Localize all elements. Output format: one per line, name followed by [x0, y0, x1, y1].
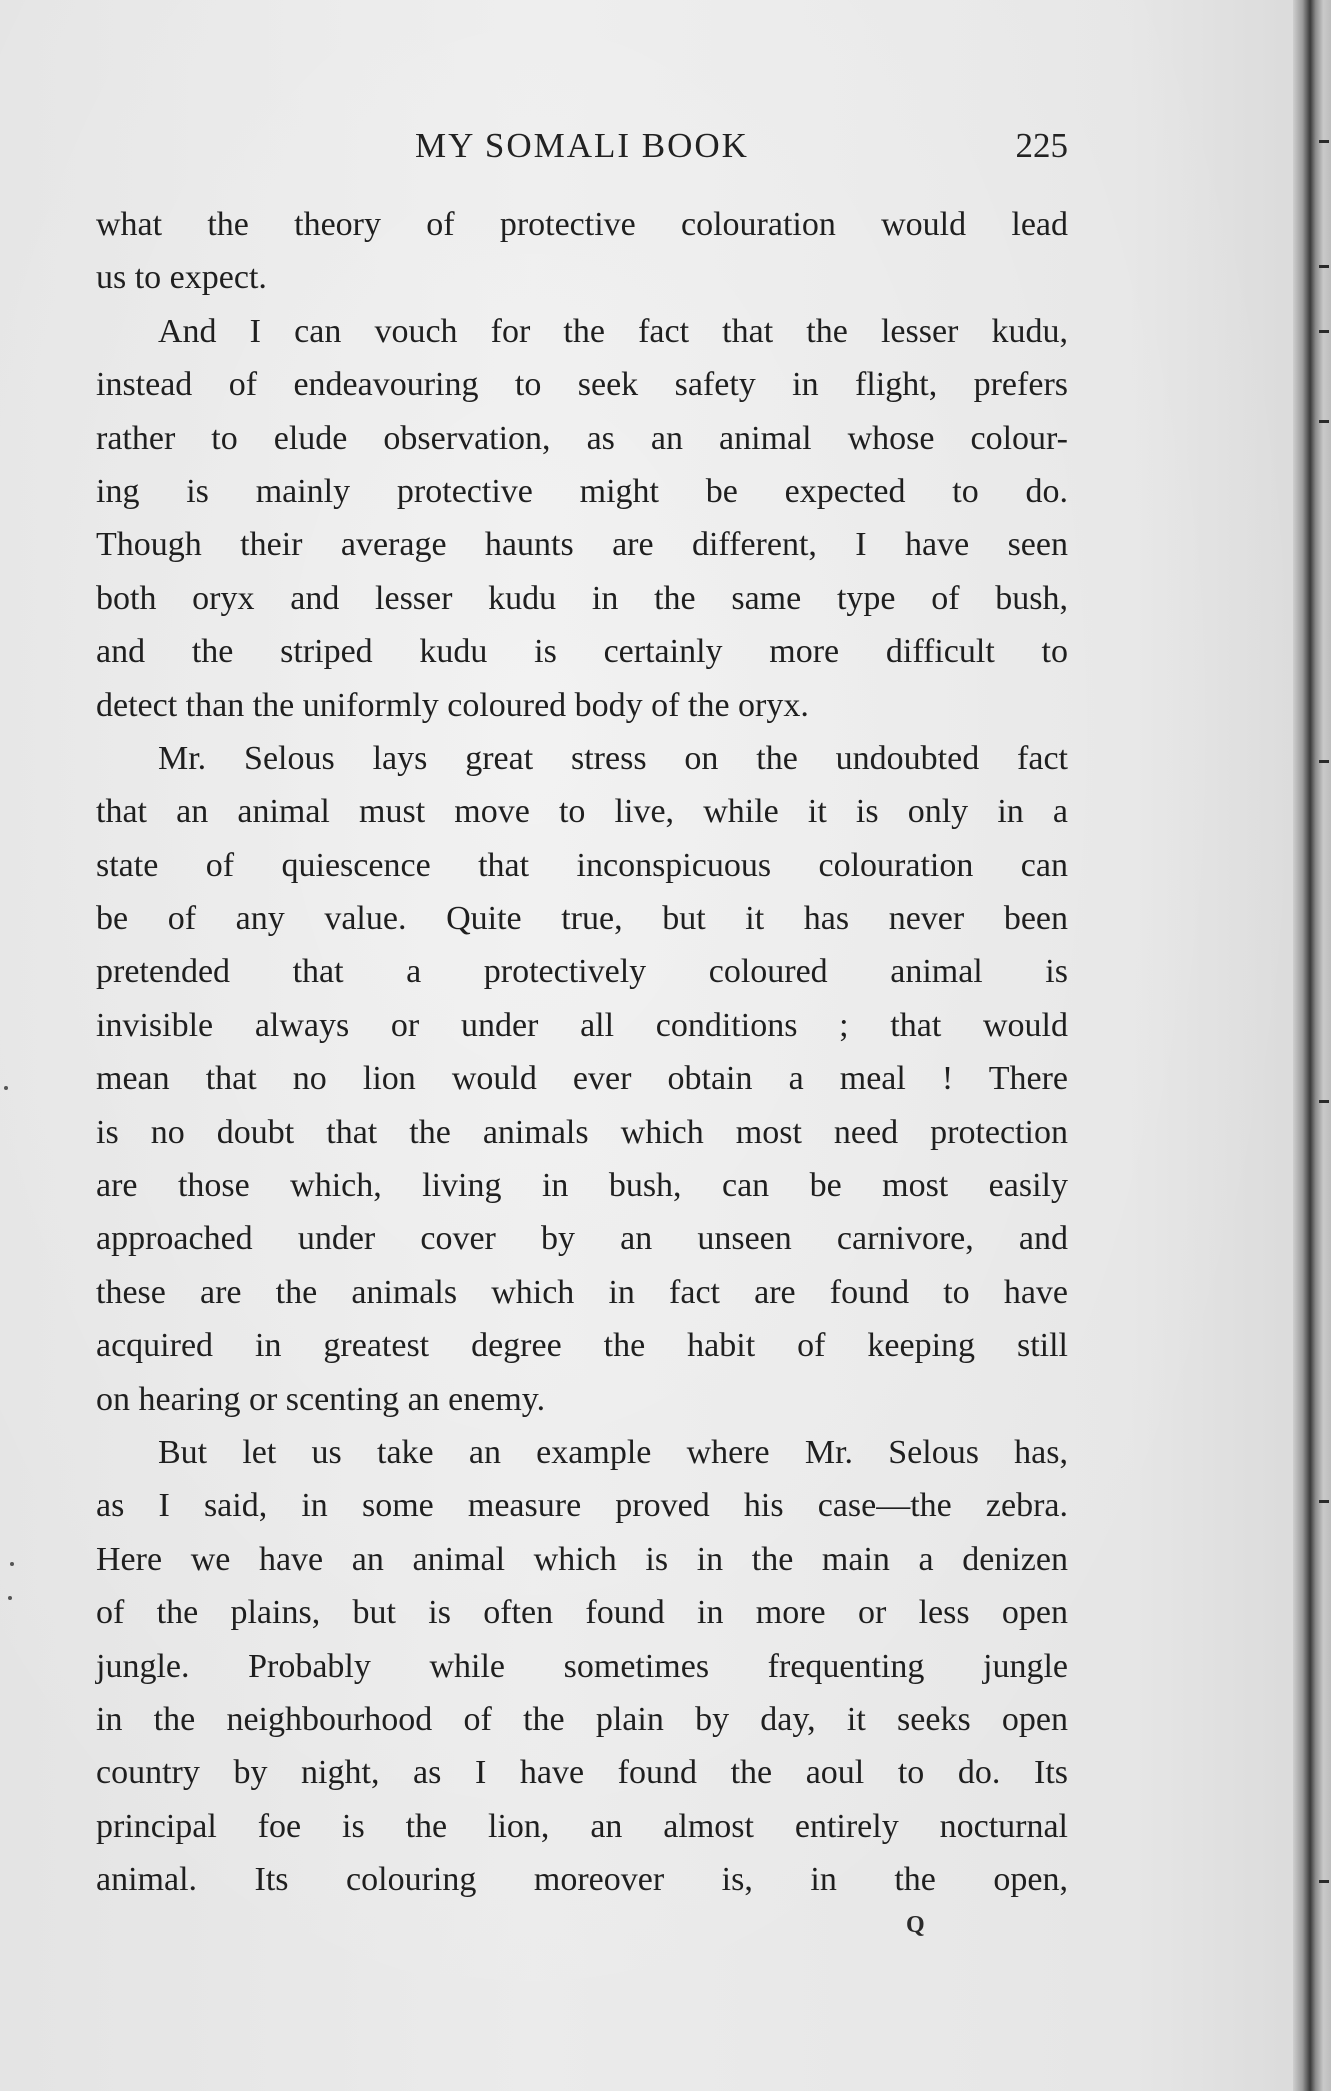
running-head: MY SOMALI BOOK — [415, 126, 749, 165]
text-line: us to expect. — [96, 259, 267, 297]
text-line: principal foe is the lion, an almost entirely nocturnal — [96, 1807, 1068, 1845]
scan-speck — [10, 1562, 14, 1566]
text-line: And I can vouch for the fact that the lesser kudu, — [158, 312, 1068, 350]
gutter-tick — [1319, 1880, 1329, 1883]
gutter-tick — [1319, 1100, 1329, 1103]
text-line: mean that no lion would ever obtain a meal ! There — [96, 1060, 1068, 1098]
text-line: what the theory of protective colouration would lead — [96, 206, 1068, 243]
gutter-tick — [1319, 265, 1329, 268]
text-line: Though their average haunts are different, I have seen — [96, 526, 1068, 564]
text-line: animal. Its colouring moreover is, in the open, — [96, 1861, 1068, 1899]
text-line: are those which, living in bush, can be most easily — [96, 1167, 1068, 1205]
text-line: country by night, as I have found the aoul to do. Its — [96, 1754, 1068, 1792]
text-line: ing is mainly protective might be expected to do. — [96, 472, 1068, 510]
text-line: as I said, in some measure proved his case—the zebra. — [96, 1487, 1068, 1525]
text-line: But let us take an example where Mr. Selous has, — [158, 1433, 1068, 1471]
scan-speck — [8, 1596, 12, 1600]
gutter-tick — [1319, 140, 1329, 143]
text-line: in the neighbourhood of the plain by day, it seeks open — [96, 1700, 1068, 1738]
text-line: of the plains, but is often found in more or less open — [96, 1594, 1068, 1632]
gutter-tick — [1319, 760, 1329, 763]
text-line: Mr. Selous lays great stress on the undoubted fact — [158, 739, 1068, 777]
text-line: invisible always or under all conditions ; that would — [96, 1006, 1068, 1044]
text-line: rather to elude observation, as an animal whose colour- — [96, 419, 1068, 457]
text-line: detect than the uniformly coloured body of the oryx. — [96, 686, 809, 724]
book-gutter-edge — [1293, 0, 1331, 2091]
text-line: be of any value. Quite true, but it has never been — [96, 900, 1068, 938]
text-line: state of quiescence that inconspicuous colouration can — [96, 846, 1068, 884]
text-line: Here we have an animal which is in the main a denizen — [96, 1540, 1068, 1578]
text-line: these are the animals which in fact are found to have — [96, 1273, 1068, 1311]
text-line: instead of endeavouring to seek safety in flight, prefers — [96, 366, 1068, 404]
text-line: is no doubt that the animals which most need protection — [96, 1113, 1068, 1151]
scan-speck — [4, 1086, 8, 1090]
text-line: approached under cover by an unseen carnivore, and — [96, 1220, 1068, 1258]
gutter-tick — [1319, 420, 1329, 423]
text-line: jungle. Probably while sometimes frequenting jungle — [96, 1647, 1068, 1685]
gutter-tick — [1319, 1500, 1329, 1503]
body-text — [96, 198, 1068, 1907]
text-line: on hearing or scenting an enemy. — [96, 1380, 546, 1418]
gutter-tick — [1319, 330, 1329, 333]
text-line: both oryx and lesser kudu in the same type of bush, — [96, 579, 1068, 617]
text-line: and the striped kudu is certainly more difficult to — [96, 633, 1068, 671]
signature-mark: Q — [906, 1912, 925, 1938]
page-number: 225 — [1015, 126, 1068, 165]
text-line: that an animal must move to live, while it is only in a — [96, 793, 1068, 831]
text-line: acquired in greatest degree the habit of keeping still — [96, 1327, 1068, 1365]
page-header — [96, 118, 1068, 174]
text-line: pretended that a protectively coloured animal is — [96, 953, 1068, 991]
